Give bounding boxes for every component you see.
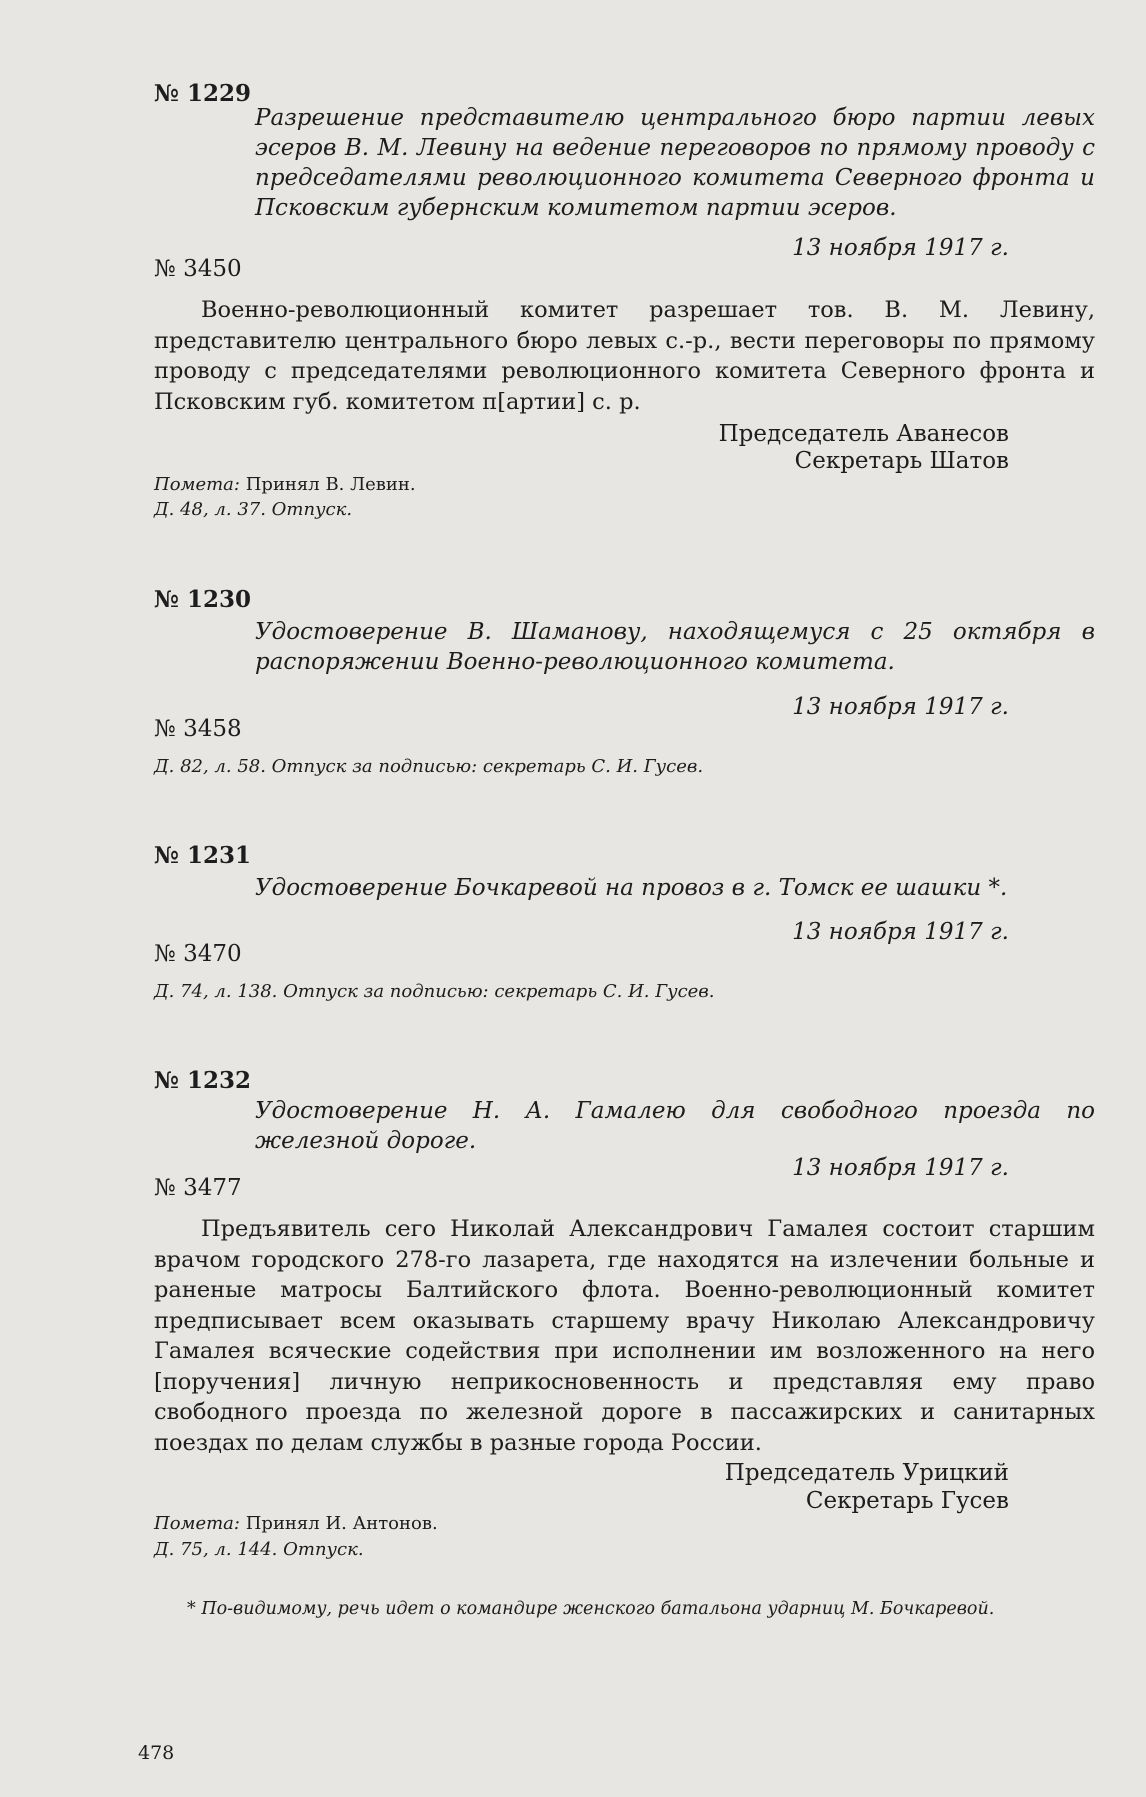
archive-text: Д. 75, л. 144. Отпуск.: [154, 1539, 364, 1560]
signature-chairman: Председатель Урицкий: [724, 1460, 1009, 1486]
entry-number: № 1230: [154, 586, 252, 613]
entry-date: 13 ноября 1917 г.: [792, 1155, 1009, 1181]
mark-text: Принял В. Левин.: [245, 474, 416, 495]
document-body-text: Военно-революционный комитет разрешает тов. В. М. Левину, представителю центрального бюро левых с.-р., вести переговоры по прямому проводу с председателями революционного комитета Северного фронта и Псковским губ. комитетом п[артии] с. р.: [154, 297, 1095, 415]
document-body-text: Предъявитель сего Николай Александрович Гамалея состоит старшим врачом городского 278-го лазарета, где находятся на излечении больные и раненые матросы Балтийского флота. Военно-революционный комитет предписывает всем оказывать старшему врачу Николаю Александровичу Гамалея всяческие содействия при исполнении им возложенного на него [поручения] личную неприкосновенность и представляя ему право свободного проезда по железной дороге в пассажирских и санитарных поездах по делам службы в разные города России.: [154, 1216, 1095, 1456]
archive-reference: [154, 981, 715, 1002]
entry-title: Удостоверение Н. А. Гамалею для свободного проезда по железной дороге.: [255, 1098, 1095, 1154]
mark-note: [154, 474, 416, 495]
archive-reference: [154, 1539, 364, 1560]
archive-text: Д. 82, л. 58. Отпуск за подписью: секретарь С. И. Гусев.: [154, 756, 704, 777]
document-number: № 3470: [154, 941, 242, 967]
archive-reference: [154, 499, 352, 520]
entry-date: 13 ноября 1917 г.: [792, 235, 1009, 261]
archive-text: Д. 74, л. 138. Отпуск за подписью: секретарь С. И. Гусев.: [154, 981, 715, 1002]
mark-label: Помета:: [154, 474, 240, 495]
entry-date: 13 ноября 1917 г.: [792, 919, 1009, 945]
signature-secretary: Секретарь Гусев: [805, 1488, 1009, 1514]
archive-text: Д. 48, л. 37. Отпуск.: [154, 499, 353, 520]
entry-title: Разрешение представителю центрального бюро партии левых эсеров В. М. Левину на ведение переговоров по прямому проводу с председателями революционного комитета Северного фронта и Псковским губернским комитетом партии эсеров.: [255, 105, 1095, 221]
entry-number: № 1229: [154, 80, 252, 107]
entry-title: Удостоверение Бочкаревой на провоз в г. Томск ее шашки *.: [255, 875, 1008, 901]
document-number: № 3450: [154, 256, 242, 282]
document-body: [154, 1214, 1095, 1458]
entry-date: 13 ноября 1917 г.: [792, 694, 1009, 720]
footnote: * По-видимому, речь идет о командире женского батальона ударниц М. Бочкаревой.: [187, 1599, 995, 1619]
entry-number: № 1232: [154, 1067, 252, 1094]
document-body: [154, 295, 1095, 417]
signature-chairman: Председатель Аванесов: [718, 421, 1009, 447]
page-number: 478: [138, 1742, 175, 1764]
mark-text: Принял И. Антонов.: [245, 1513, 438, 1534]
mark-label: Помета:: [154, 1513, 240, 1534]
document-number: № 3477: [154, 1175, 242, 1201]
archive-reference: [154, 756, 703, 777]
signature-secretary: Секретарь Шатов: [794, 448, 1009, 474]
document-number: № 3458: [154, 716, 242, 742]
entry-title: Удостоверение В. Шаманову, находящемуся с 25 октября в распоряжении Военно-революционного комитета.: [255, 619, 1095, 675]
entry-number: № 1231: [154, 842, 252, 869]
mark-note: [154, 1513, 438, 1534]
